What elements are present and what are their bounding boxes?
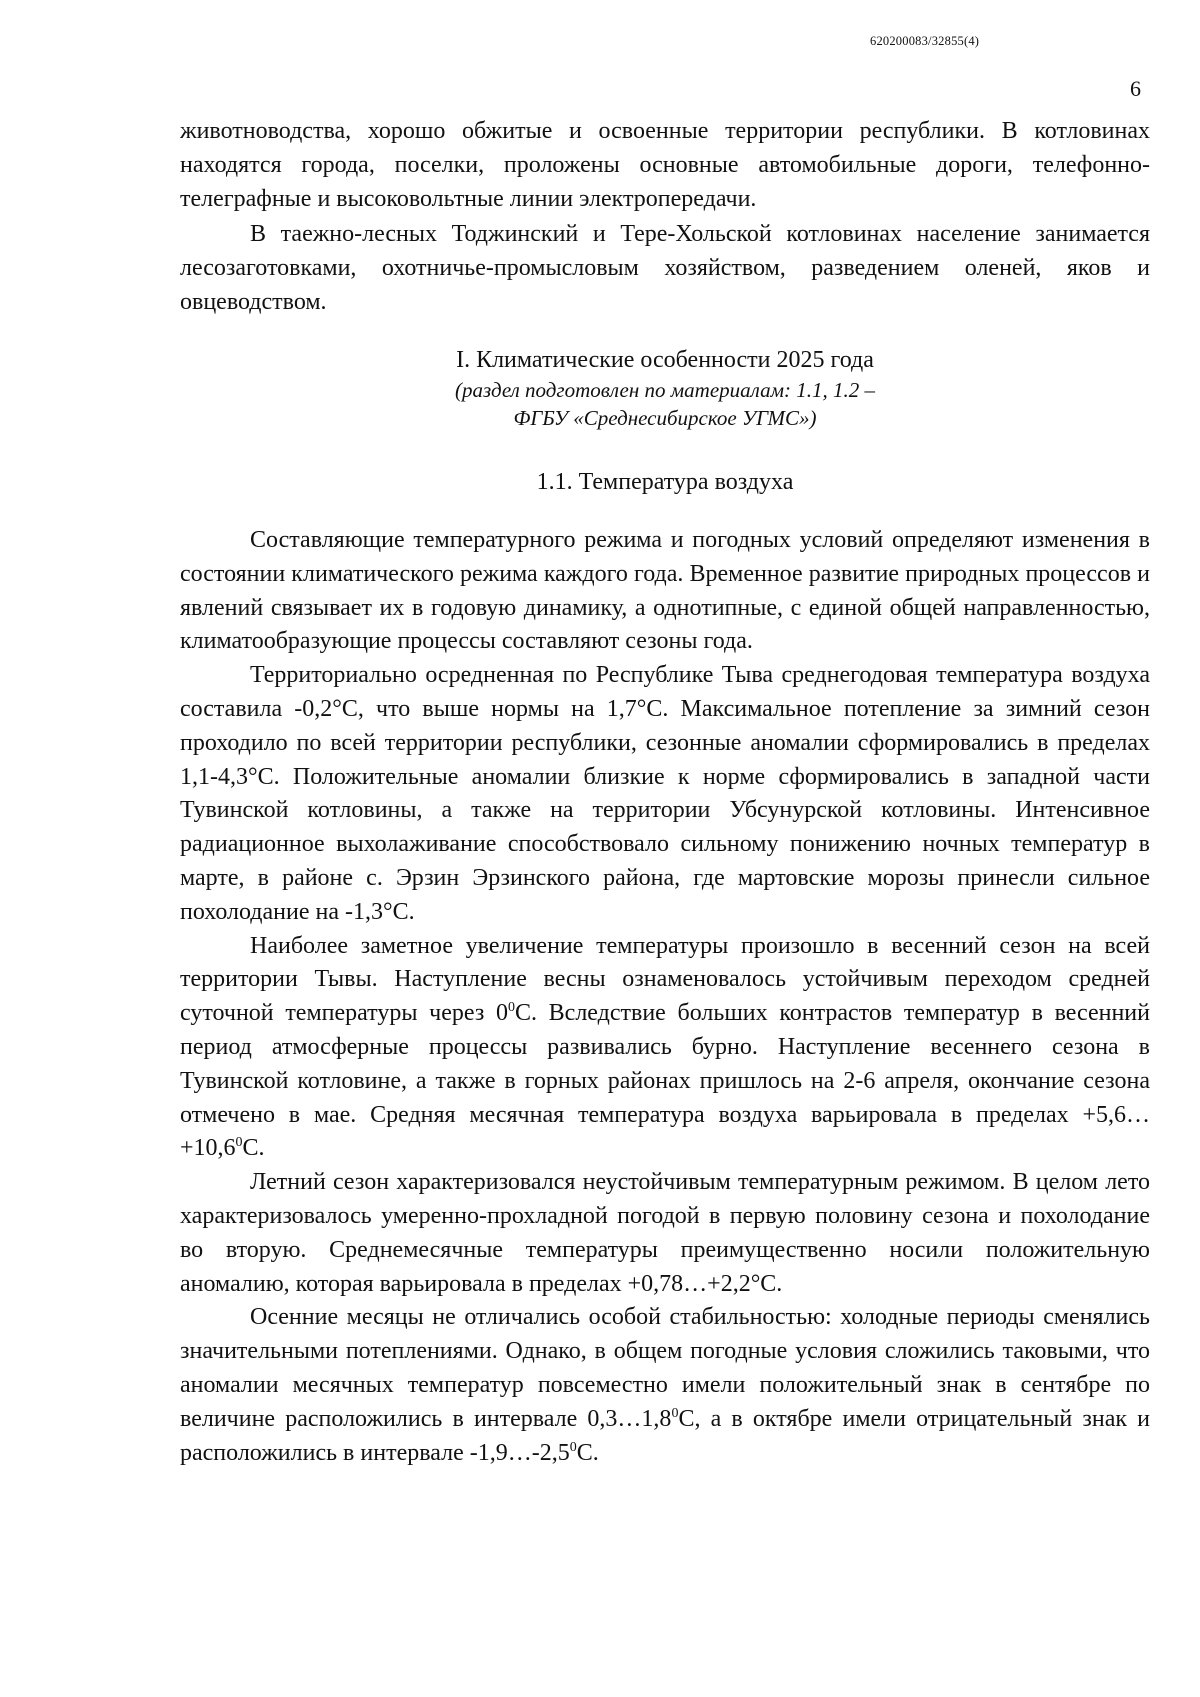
page-number: 6 — [1130, 76, 1141, 101]
subsection-title: 1.1. Температура воздуха — [536, 469, 794, 495]
paragraph-5 — [180, 1301, 1150, 1470]
paragraph-3 — [180, 930, 1150, 1167]
paragraph-1: Составляющие температурного режима и погодных условий определяют изменения в состоянии климатического режима каждого года. Временное развитие природных процессов и явлений связывает их в годовую динамику, а однотипные, с единой общей направленностью, климатообразующие процессы составляют сезоны года. — [180, 527, 1150, 655]
paragraph-5-part-b: C, а в октябре имели отрицательный знак и расположились в интервале -1,9…-2,5 — [180, 1405, 1151, 1466]
section-source-note-line-1: (раздел подготовлен по материалам: 1.1, 1.2 – — [455, 378, 875, 402]
degree-mark: 0 — [507, 1000, 515, 1016]
paragraph-4: Летний сезон характеризовался неустойчивым температурным режимом. В целом лето характеризовалось умеренно-прохладной погодой в первую половину сезона и похолодание во вторую. Среднемесячные температуры преимущественно носили положительную аномалию, которая варьировала в пределах +0,78…+2,2°C. — [180, 1169, 1150, 1297]
paragraph-3-part-b: C. Вследствие больших контрастов температур в весенний период атмосферные процессы развивались бурно. Наступление весеннего сезона в Тувинской котловине, а также в горных районах пришлось на 2-6 апреля, окончание сезона отмечено в мае. Средняя месячная температура воздуха варьировала в пределах +5,6…+10,6 — [180, 1000, 1150, 1162]
main-text — [180, 524, 1150, 1470]
degree-mark: 0 — [235, 1135, 243, 1151]
intro-paragraph-1: животноводства, хорошо обжитые и освоенные территории республики. В котловинах находятся города, поселки, проложены основные автомобильные дороги, телефонно-телеграфные и высоковольтные линии электропередачи. — [180, 118, 1150, 213]
document-number: 620200083/32855(4) — [870, 34, 980, 48]
intro-text — [180, 114, 1150, 319]
section-source-note-line-2: ФГБУ «Среднесибирское УГМС») — [513, 406, 817, 430]
paragraph-3-part-a: Наиболее заметное увеличение температуры произошло в весенний сезон на всей территории Тывы. Наступление весны ознаменовалось устойчивым переходом средней суточной температуры через 0 — [180, 932, 1150, 1027]
intro-paragraph-2: В таежно-лесных Тоджинский и Тере-Хольской котловинах население занимается лесозаготовками, охотничье-промысловым хозяйством, разведением оленей, яков и овцеводством. — [180, 220, 1150, 316]
paragraph-2: Территориально осредненная по Республике Тыва среднегодовая температура воздуха составила -0,2°C, что выше нормы на 1,7°C. Максимальное потепление за зимний сезон проходило по всей территории республики, сезонные аномалии сформировались в пределах 1,1-4,3°C. Положительные аномалии близкие к норме сформировались в западной части Тувинской котловины, а также на территории Убсунурской котловины. Интенсивное радиационное выхолаживание способствовало сильному понижению ночных температур в марте, в районе с. Эрзин Эрзинского района, где мартовские морозы принесли сильное похолодание на -1,3°C. — [180, 662, 1150, 925]
section-title: I. Климатические особенности 2025 года — [456, 347, 874, 373]
paragraph-5-part-a: Осенние месяцы не отличались особой стабильностью: холодные периоды сменялись значительными потеплениями. Однако, в общем погодные условия сложились таковыми, что аномалии месячных температур повсеместно имели положительный знак в сентябре по величине расположились в интервале 0,3…1,8 — [180, 1304, 1150, 1432]
paragraph-5-part-c: C. — [576, 1439, 599, 1466]
paragraph-3-part-c: C. — [242, 1135, 265, 1162]
section-heading — [180, 344, 1150, 432]
degree-mark: 0 — [671, 1405, 679, 1421]
degree-mark: 0 — [569, 1439, 577, 1455]
